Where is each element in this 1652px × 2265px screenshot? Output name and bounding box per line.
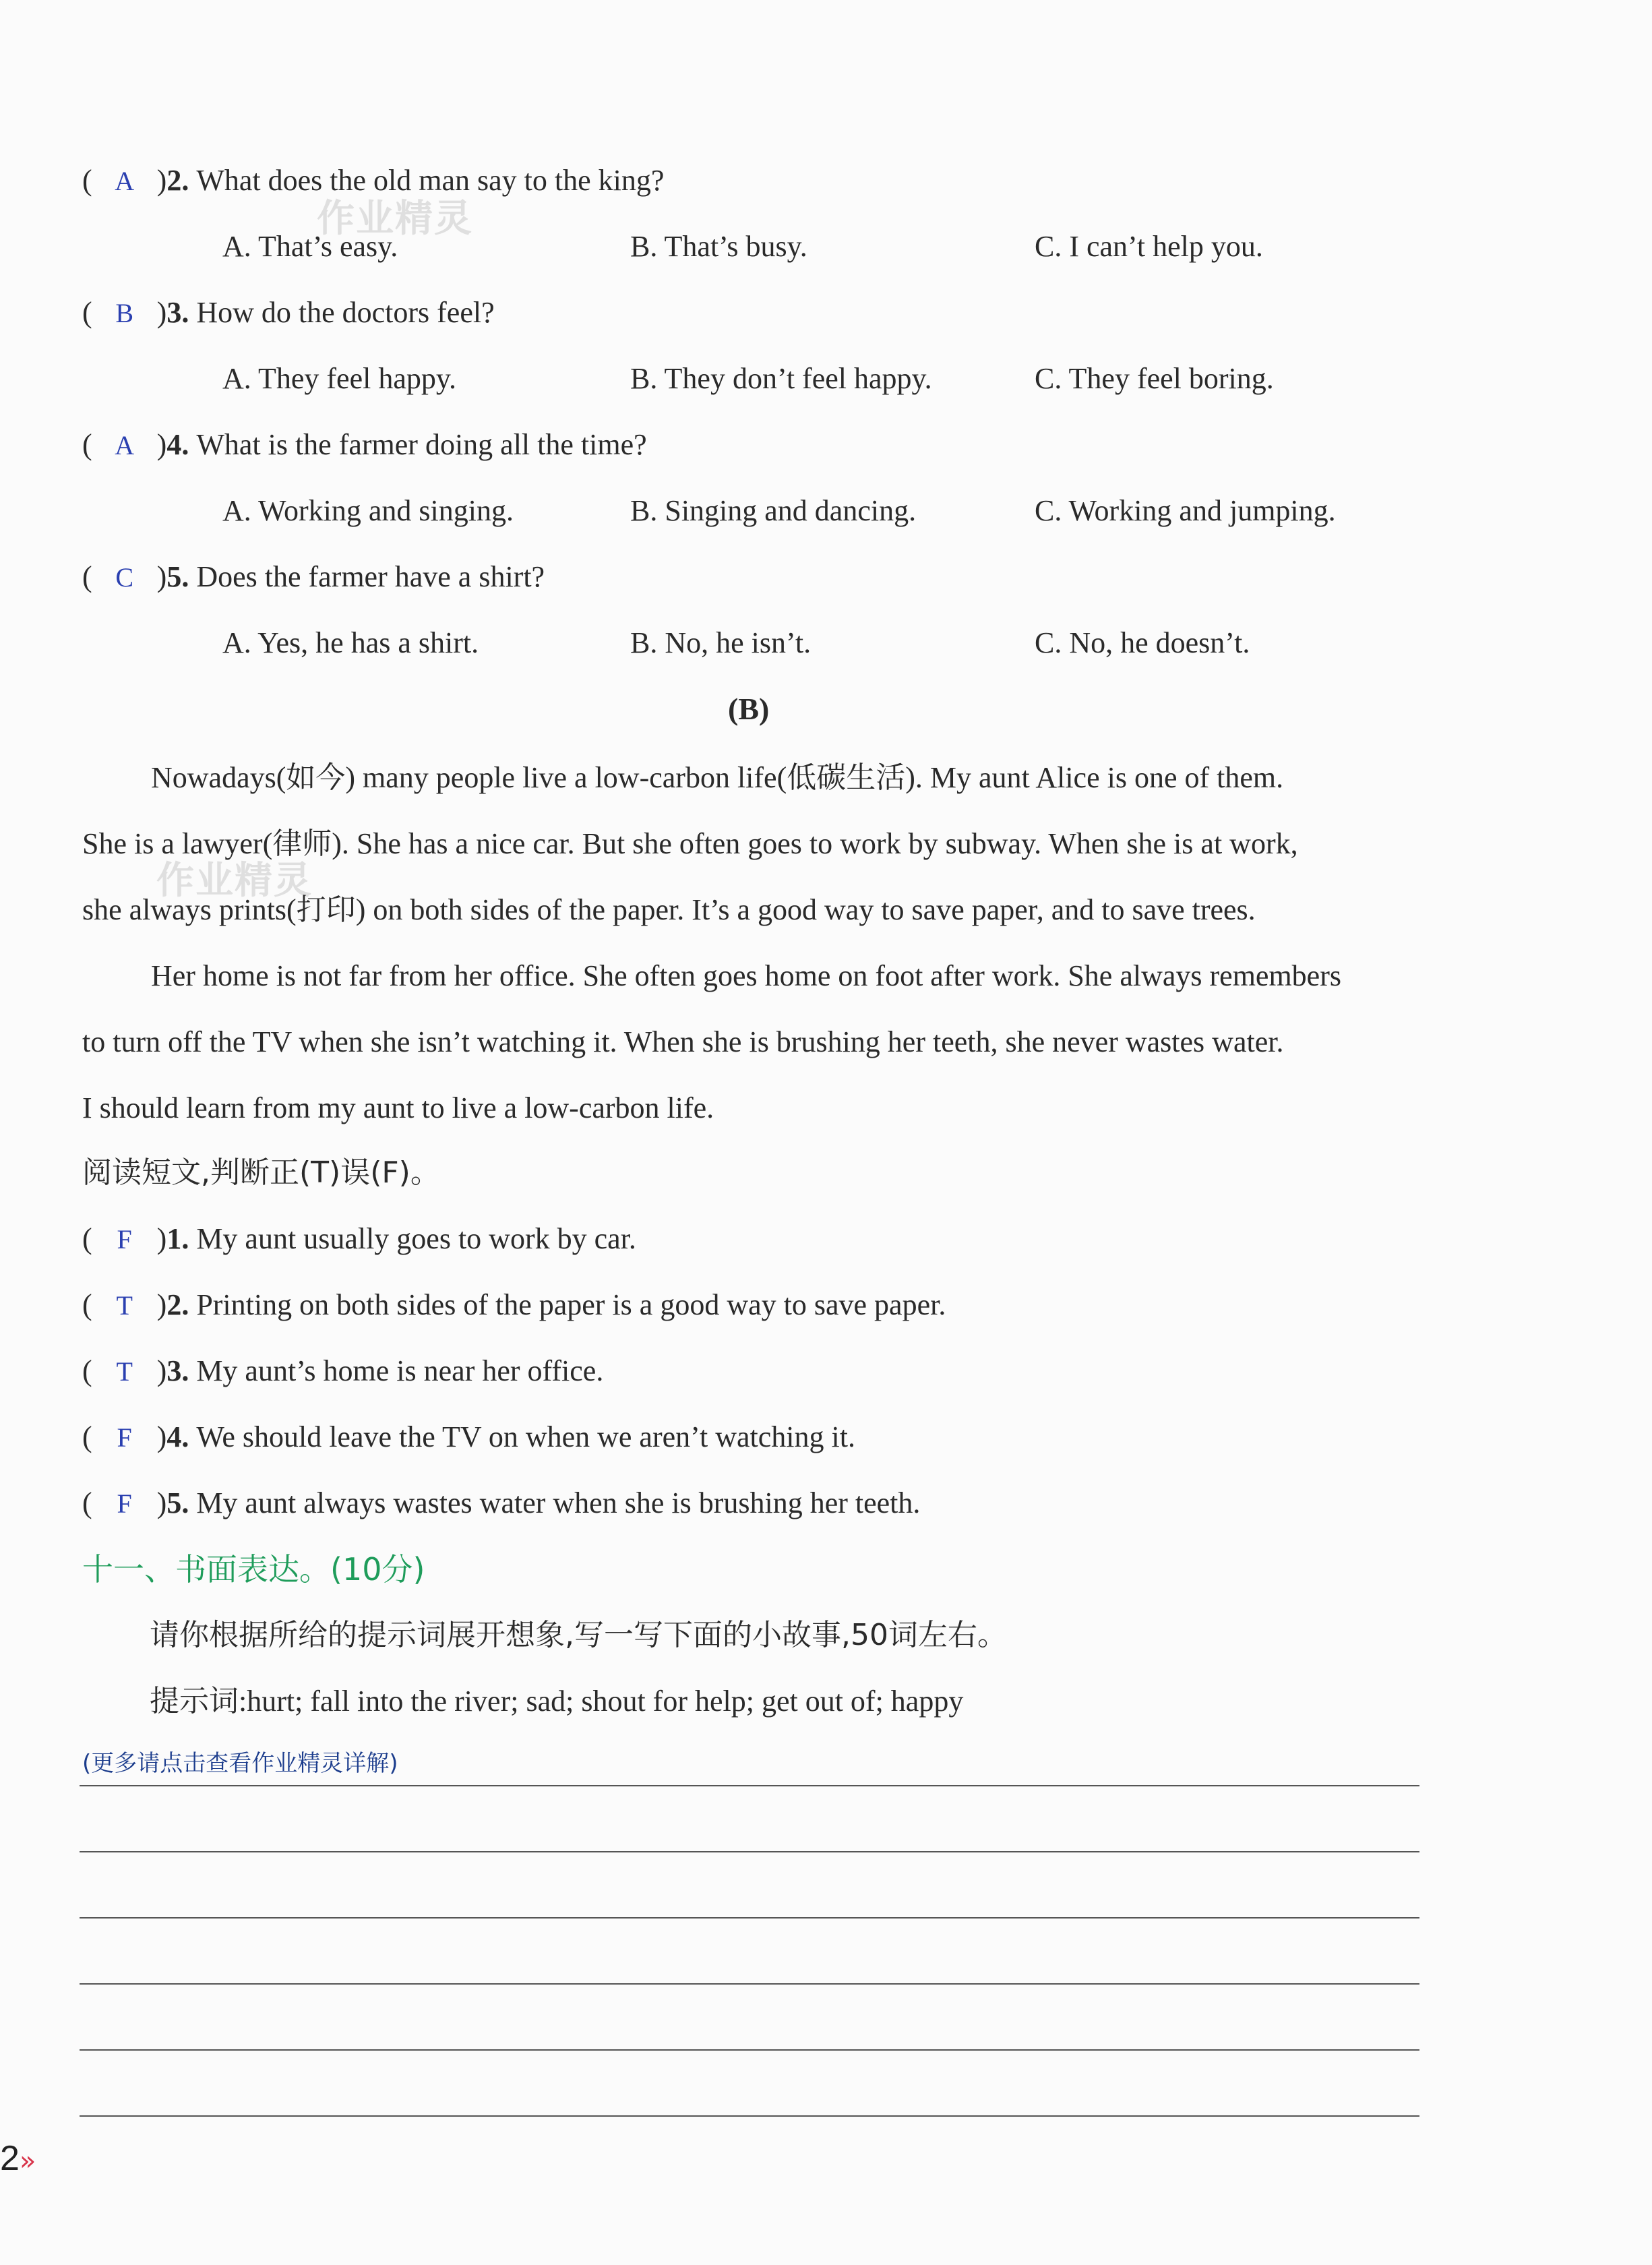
answer-mark: F: [117, 1224, 132, 1255]
tf-item: ( T )3. My aunt’s home is near her office.: [82, 1351, 603, 1392]
passage-line: She is a lawyer(律师). She has a nice car. But she often goes to work by subway. When she is at work,: [82, 827, 1298, 860]
answer-mark: T: [116, 1290, 133, 1321]
tf-item: ( F )4. We should leave the TV on when we aren’t watching it.: [82, 1417, 855, 1458]
option: C. They feel boring.: [1035, 362, 1274, 395]
option: C. I can’t help you.: [1035, 230, 1263, 263]
option: A. They feel happy.: [222, 362, 456, 395]
watermark: 作业精灵: [317, 197, 473, 241]
writing-line: [80, 1785, 1419, 1786]
question-number: 3.: [166, 296, 189, 329]
option: A. That’s easy.: [222, 230, 398, 263]
option: B. That’s busy.: [630, 230, 807, 263]
writing-line: [80, 1983, 1419, 1985]
writing-line: [80, 2049, 1419, 2051]
tf-item: ( F )5. My aunt always wastes water when she is brushing her teeth.: [82, 1483, 920, 1524]
answer-mark: T: [116, 1356, 133, 1387]
option: B. They don’t feel happy.: [630, 362, 932, 395]
question-number: 5.: [166, 1486, 189, 1519]
question-text: My aunt’s home is near her office.: [196, 1354, 604, 1387]
question-number: 4.: [166, 1420, 189, 1453]
answer-mark: B: [115, 298, 133, 328]
answer-mark: A: [115, 430, 135, 460]
passage-line: she always prints(打印) on both sides of the paper. It’s a good way to save paper, and to save trees.: [82, 893, 1256, 926]
answer-mark: F: [117, 1422, 132, 1453]
question-number: 2.: [166, 1288, 189, 1321]
passage-line: to turn off the TV when she isn’t watching it. When she is brushing her teeth, she never wastes water.: [82, 1025, 1284, 1058]
question-text: What is the farmer doing all the time?: [196, 428, 647, 461]
question-row: ( C )5. Does the farmer have a shirt?: [82, 557, 545, 598]
option: A. Working and singing.: [222, 494, 514, 527]
writing-line: [80, 2115, 1419, 2117]
hint-words: 提示词:hurt; fall into the river; sad; shout for help; get out of; happy: [150, 1685, 964, 1718]
question-number: 5.: [166, 560, 189, 593]
page-number: 2: [0, 2139, 20, 2178]
option: B. No, he isn’t.: [630, 626, 812, 659]
page-number-area: [0, 2138, 36, 2187]
question-number: 1.: [166, 1222, 189, 1255]
question-text: What does the old man say to the king?: [196, 164, 665, 197]
more-detail-link[interactable]: (更多请点击查看作业精灵详解): [82, 1750, 398, 1777]
writing-instruction: 请你根据所给的提示词展开想象,写一写下面的小故事,50词左右。: [150, 1618, 1007, 1652]
tf-item: ( F )1. My aunt usually goes to work by car.: [82, 1219, 636, 1260]
watermark: 作业精灵: [156, 859, 313, 903]
question-row: ( A )2. What does the old man say to the king?: [82, 160, 664, 202]
writing-line: [80, 1917, 1419, 1919]
option: B. Singing and dancing.: [630, 494, 917, 527]
question-number: 2.: [166, 164, 189, 197]
answer-mark: F: [117, 1488, 132, 1519]
question-text: My aunt always wastes water when she is brushing her teeth.: [196, 1486, 921, 1519]
writing-line: [80, 1851, 1419, 1852]
passage-line: I should learn from my aunt to live a low-carbon life.: [82, 1091, 714, 1124]
question-text: How do the doctors feel?: [196, 296, 495, 329]
option: A. Yes, he has a shirt.: [222, 626, 479, 659]
question-number: 4.: [166, 428, 189, 461]
question-text: My aunt usually goes to work by car.: [196, 1222, 636, 1255]
tf-item: ( T )2. Printing on both sides of the paper is a good way to save paper.: [82, 1285, 946, 1326]
question-row: ( A )4. What is the farmer doing all the time?: [82, 425, 647, 466]
answer-mark: C: [115, 562, 133, 593]
section-heading-b: (B): [728, 692, 770, 726]
question-text: Printing on both sides of the paper is a good way to save paper.: [196, 1288, 946, 1321]
question-row: ( B )3. How do the doctors feel?: [82, 293, 495, 334]
option: C. Working and jumping.: [1035, 494, 1336, 527]
answer-mark: A: [115, 166, 135, 196]
question-number: 3.: [166, 1354, 189, 1387]
section-title: 十一、书面表达。(10分): [82, 1551, 425, 1588]
chevron-right-icon: »: [19, 2146, 36, 2177]
passage-line: Nowadays(如今) many people live a low-carbon life(低碳生活). My aunt Alice is one of them.: [151, 761, 1284, 794]
tf-instruction: 阅读短文,判断正(T)误(F)。: [82, 1155, 440, 1190]
passage-line: Her home is not far from her office. She often goes home on foot after work. She always remembers: [151, 959, 1341, 992]
question-text: Does the farmer have a shirt?: [196, 560, 545, 593]
option: C. No, he doesn’t.: [1035, 626, 1250, 659]
question-text: We should leave the TV on when we aren’t watching it.: [196, 1420, 855, 1453]
